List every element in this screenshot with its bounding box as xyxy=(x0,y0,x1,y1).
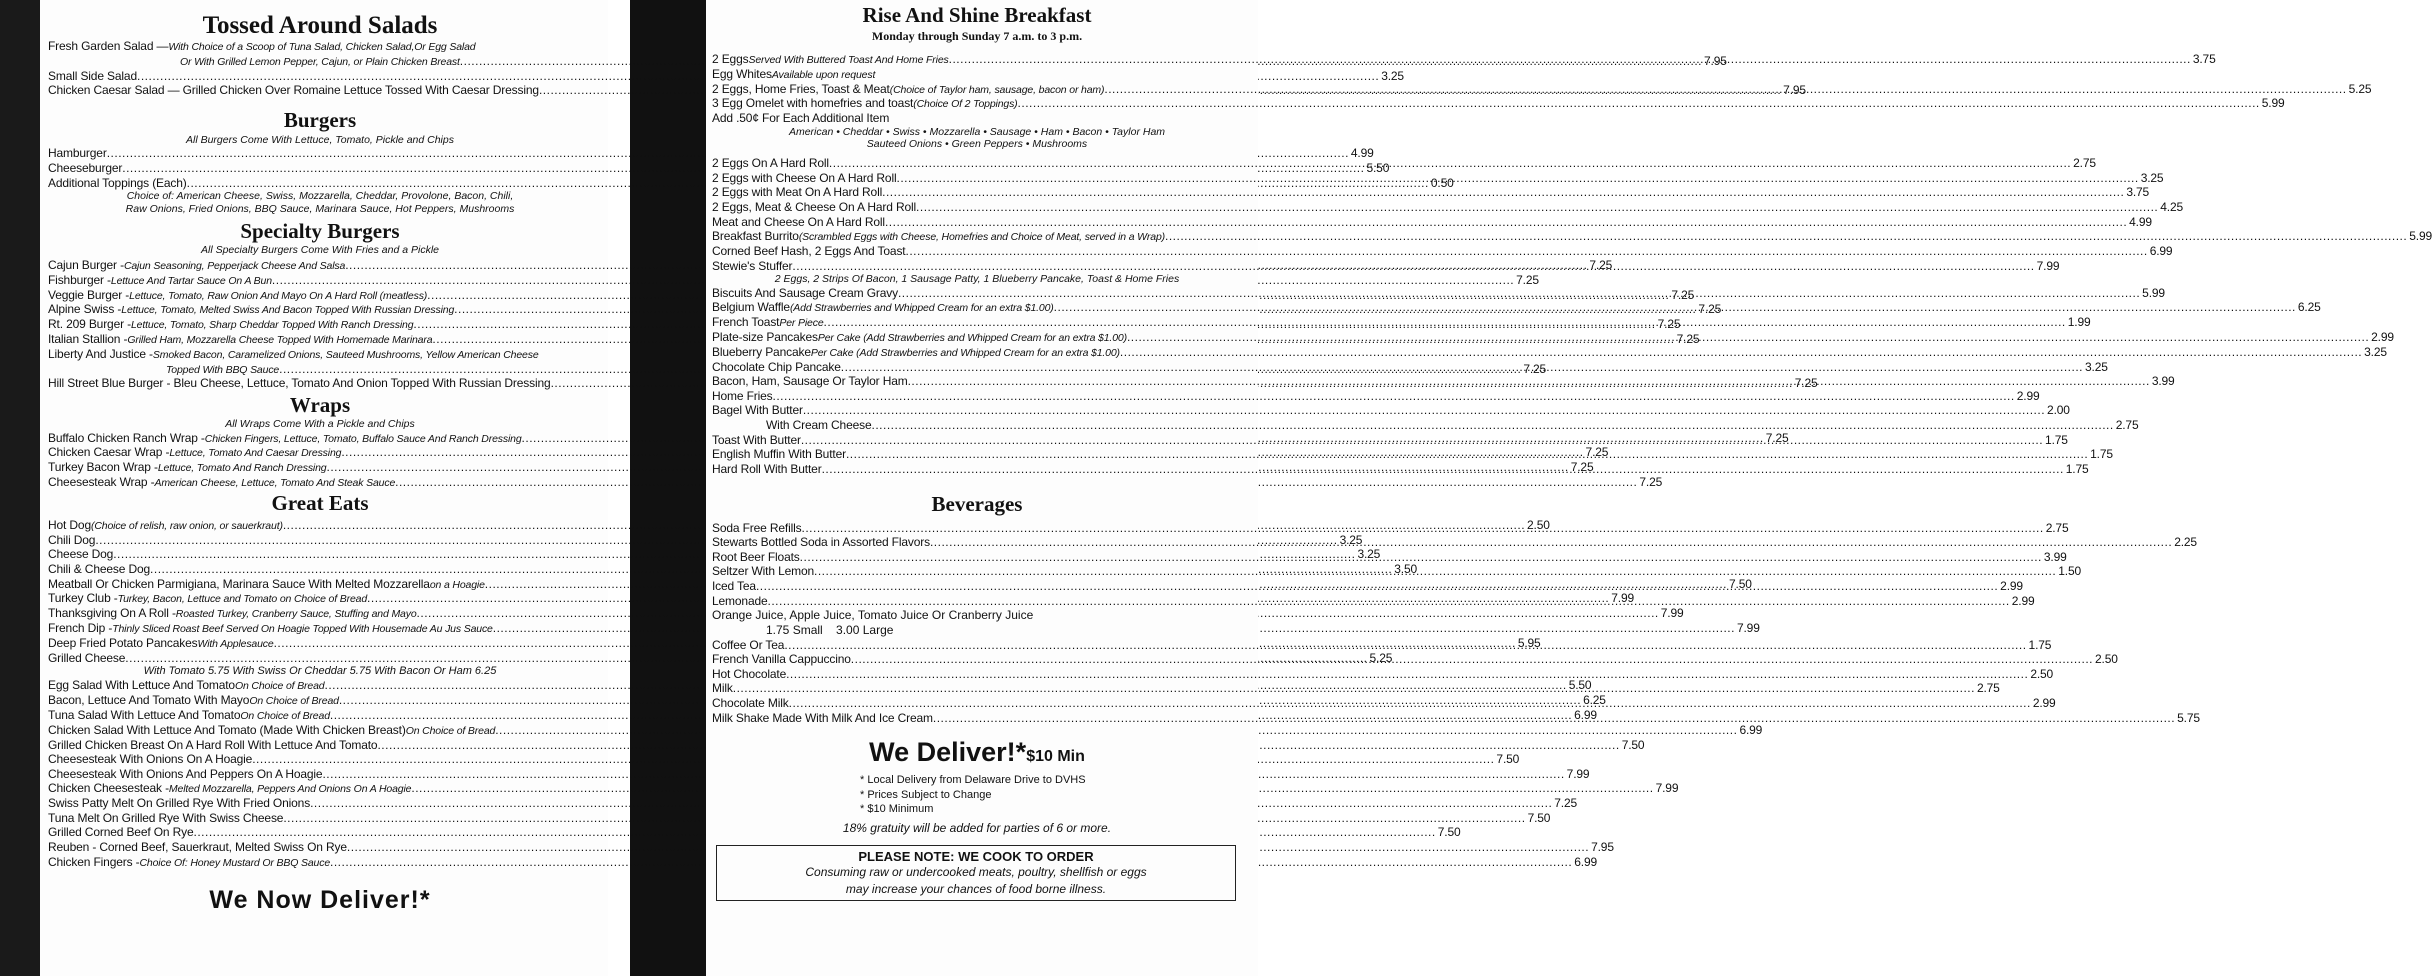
item-price: 5.95 xyxy=(1517,635,1541,650)
item-price: 5.99 xyxy=(2261,96,2285,111)
item-price: 7.99 xyxy=(1566,766,1590,781)
leader-dots xyxy=(908,374,2150,389)
leader-dots xyxy=(824,315,2066,330)
item-name: Belgium Waffle xyxy=(712,300,790,315)
item-description: Per Cake (Add Strawberries and Whipped Cream for an extra $1.00) xyxy=(810,346,1120,359)
section-title-great-eats: Great Eats xyxy=(271,490,369,515)
breakfast-hours: Monday through Sunday 7 a.m. to 3 p.m. xyxy=(871,29,1083,43)
leader-dots xyxy=(1104,82,2346,97)
item-name: Seltzer With Lemon xyxy=(712,564,815,579)
item-price: 7.25 xyxy=(1657,317,1681,332)
item-description: Roasted Turkey, Cranberry Sauce, Stuffing and Mayo xyxy=(175,608,417,621)
item-price: 2.75 xyxy=(1976,681,2000,696)
leader-dots xyxy=(905,244,2147,259)
item-price: 7.50 xyxy=(1621,737,1645,752)
item-price: 5.99 xyxy=(2409,229,2432,244)
leader-dots xyxy=(851,652,2093,667)
item-price: 7.25 xyxy=(1639,475,1663,490)
stuffer-description: 2 Eggs, 2 Strips Of Bacon, 1 Sausage Patty, 1 Blueberry Pancake, Toast & Home Fries xyxy=(774,273,1180,286)
item-description: Lettuce, Tomato And Ranch Dressing xyxy=(157,462,327,475)
item-name: Iced Tea xyxy=(712,579,756,594)
menu-item xyxy=(712,214,2152,230)
item-name: Root Beer Floats xyxy=(712,549,800,564)
item-price: 7.95 xyxy=(1783,83,1806,98)
item-description: (Choice of Taylor ham, sausage, bacon or ham) xyxy=(889,83,1105,96)
item-price: 2.25 xyxy=(2174,535,2197,550)
item-description: Thinly Sliced Roast Beef Served On Hoagie Topped With Housemade Au Jus Sauce xyxy=(112,622,493,635)
section-title-beverages: Beverages xyxy=(931,491,1023,516)
we-now-deliver: We Now Deliver!* xyxy=(209,885,431,914)
item-price: 6.25 xyxy=(1583,693,1606,708)
item-name: Chocolate Milk xyxy=(712,696,789,711)
leader-dots xyxy=(949,52,2191,67)
item-description: Lettuce, Tomato, Melted Swiss And Bacon Topped With Russian Dressing xyxy=(121,304,455,317)
item-name: Veggie Burger - xyxy=(48,287,130,302)
item-name: Bagel With Butter xyxy=(712,403,803,418)
item-price: 7.25 xyxy=(1671,287,1695,302)
leader-dots xyxy=(841,360,2083,375)
item-name: 3 Egg Omelet with homefries and toast xyxy=(712,96,914,111)
item-price: 4.25 xyxy=(2160,199,2184,214)
item-name: Hot Dog xyxy=(48,517,91,532)
leader-dots xyxy=(800,550,2042,565)
item-price: 3.75 xyxy=(2192,52,2216,66)
item-name: Meatball Or Chicken Parmigiana, Marinara Sauce With Melted Mozzarella xyxy=(48,576,430,591)
item-name: French Vanilla Cappuccino xyxy=(712,652,851,667)
menu-item xyxy=(712,111,1242,126)
item-price: 3.25 xyxy=(1381,68,1404,83)
item-name: Stewie's Stuffer xyxy=(712,258,793,273)
item-price: 3.25 xyxy=(2140,170,2164,185)
leader-dots xyxy=(885,215,2127,230)
notice-line-2: may increase your chances of food borne illness. xyxy=(845,881,1107,896)
item-name: Turkey Bacon Wrap - xyxy=(48,460,158,475)
item-name: Egg Salad With Lettuce And Tomato xyxy=(48,678,235,693)
leader-dots xyxy=(789,696,2031,711)
item-price: 2.99 xyxy=(2000,579,2023,594)
item-description: (Choice of relish, raw onion, or sauerkraut) xyxy=(90,519,283,532)
leader-dots xyxy=(1120,345,2362,360)
specialty-note: All Specialty Burgers Come With Fries and a Pickle xyxy=(201,243,439,256)
notice-line-1: Consuming raw or undercooked meats, poultry, shellfish or eggs xyxy=(805,864,1147,879)
item-price: 1.75 xyxy=(2028,637,2052,652)
item-description: Available upon request xyxy=(771,68,876,81)
item-name: Deep Fried Potato Pancakes xyxy=(48,635,198,650)
item-name: Thanksgiving On A Roll - xyxy=(48,606,176,621)
menu-item xyxy=(48,840,1614,855)
item-price: 3.99 xyxy=(2151,374,2175,389)
item-price: 2.99 xyxy=(2016,388,2040,403)
item-description: Cajun Seasoning, Pepperjack Cheese And Salsa xyxy=(123,260,346,273)
item-price: 7.25 xyxy=(1698,302,1722,317)
item-description: (Scrambled Eggs with Cheese, Homefries and Choice of Meat, served in a Wrap) xyxy=(798,231,1166,244)
item-price: 1.75 xyxy=(2090,447,2113,462)
item-name: 2 Eggs xyxy=(712,52,749,66)
item-price: 3.99 xyxy=(2043,549,2067,564)
section-title-wraps: Wraps xyxy=(289,393,351,418)
item-price: 7.95 xyxy=(1591,840,1614,855)
burgers-note: All Burgers Come With Lettuce, Tomato, Pickle and Chips xyxy=(186,133,454,146)
leader-dots xyxy=(822,462,2064,477)
item-name: Biscuits And Sausage Cream Gravy xyxy=(712,285,898,300)
item-name: Cheesesteak With Onions On A Hoagie xyxy=(48,752,253,767)
omelet-options-2: Sauteed Onions • Green Peppers • Mushrooms xyxy=(866,138,1088,151)
leader-dots xyxy=(872,418,2114,433)
wraps-note: All Wraps Come With a Pickle and Chips xyxy=(225,418,415,431)
omelet-options-1: American • Cheddar • Swiss • Mozzarella • Sausage • Ham • Bacon • Taylor Ham xyxy=(788,125,1166,138)
item-name: Chicken Caesar Salad — Grilled Chicken Over Romaine Lettuce Tossed With Caesar Dressing xyxy=(48,83,539,98)
item-description: (Add Strawberries and Whipped Cream for an extra $1.00) xyxy=(789,302,1054,315)
item-description: On Choice of Bread xyxy=(405,724,496,737)
item-name: Fishburger - xyxy=(48,272,111,287)
item-price: 3.25 xyxy=(2085,359,2108,374)
menu-item xyxy=(712,403,2070,418)
leader-dots xyxy=(1018,96,2260,111)
item-name: Turkey Club - xyxy=(48,591,118,606)
delivery-bullets xyxy=(712,773,1242,817)
item-name: Bacon, Ham, Sausage Or Taylor Ham xyxy=(712,374,908,389)
item-name: Chili Dog xyxy=(48,532,96,547)
delivery-minimum: $10 Min xyxy=(1026,748,1085,766)
section-title-burgers: Burgers xyxy=(283,107,357,132)
item-name: Home Fries xyxy=(712,388,773,403)
item-price: 2.99 xyxy=(2032,696,2056,711)
leader-dots xyxy=(1165,229,2407,244)
item-price: 7.50 xyxy=(1496,752,1520,767)
item-name: Small Side Salad xyxy=(48,68,137,83)
item-name: Milk xyxy=(712,681,733,696)
item-price: 7.25 xyxy=(1585,445,1609,460)
menu-item xyxy=(712,199,2184,215)
item-name: Stewarts Bottled Soda in Assorted Flavors xyxy=(712,535,930,550)
item-price: 1.99 xyxy=(2067,315,2091,330)
item-price: 7.95 xyxy=(1704,53,1727,68)
menu-item xyxy=(712,388,2040,404)
menu-item xyxy=(712,418,2139,433)
menu-item xyxy=(712,243,2173,259)
item-name: Chicken Cheesesteak - xyxy=(48,781,169,796)
item-price: 7.50 xyxy=(1729,576,1752,591)
item-name: Coffee Or Tea xyxy=(712,637,785,652)
menu-item xyxy=(48,347,592,362)
menu-item xyxy=(712,666,2054,682)
item-price: 0.50 xyxy=(1430,175,1454,190)
item-description: Turkey, Bacon, Lettuce and Tomato on Choice of Bread xyxy=(117,593,368,606)
item-description: On Choice of Bread xyxy=(249,695,339,708)
item-description: On Choice of Bread xyxy=(240,709,330,722)
item-description: Grilled Ham, Mozzarella Cheese Topped With Homemade Marinara xyxy=(127,334,433,347)
item-price: 3.50 xyxy=(1394,561,1418,576)
item-name: Tuna Salad With Lettuce And Tomato xyxy=(48,707,241,722)
item-name: 2 Eggs On A Hard Roll xyxy=(712,156,829,170)
item-description: Per Piece xyxy=(779,317,824,330)
item-description: (Choice Of 2 Toppings) xyxy=(913,98,1018,111)
item-price: 2.50 xyxy=(1527,517,1550,532)
menu-item xyxy=(48,722,1763,738)
notice-title: PLEASE NOTE: WE COOK TO ORDER xyxy=(858,848,1094,864)
item-price: 7.25 xyxy=(1516,272,1539,287)
scan-edge-left xyxy=(0,0,40,976)
item-price: 5.99 xyxy=(2142,285,2165,300)
item-name: Add .50¢ For Each Additional Item xyxy=(712,111,890,126)
menu-item xyxy=(48,810,1551,826)
item-name: Bacon, Lettuce And Tomato With Mayo xyxy=(48,693,250,708)
item-name: Chicken Caesar Wrap - xyxy=(48,445,170,460)
item-name: Cheesesteak With Onions And Peppers On A Hoagie xyxy=(48,766,323,781)
leader-dots xyxy=(784,635,2026,653)
item-name: Blueberry Pancake xyxy=(712,344,811,359)
item-price: 7.25 xyxy=(1523,361,1547,376)
item-name: French Toast xyxy=(712,315,780,330)
leader-dots xyxy=(916,200,2158,215)
item-name: Reuben - Corned Beef, Sauerkraut, Melted Swiss On Rye xyxy=(48,840,347,855)
menu-item xyxy=(712,67,1242,82)
item-description: With Applesauce xyxy=(197,637,274,650)
item-description: Per Cake (Add Strawberries and Whipped Cream for an extra $1.00) xyxy=(817,331,1127,344)
item-name: Breakfast Burrito xyxy=(712,229,799,244)
leader-dots xyxy=(1127,330,2369,345)
item-price: 4.99 xyxy=(1350,146,1374,161)
item-price: 7.99 xyxy=(2036,258,2060,273)
we-deliver-headline: We Deliver!* xyxy=(869,737,1027,768)
item-name: Italian Stallion - xyxy=(48,332,128,347)
item-price: 3.25 xyxy=(1339,532,1363,547)
item-name: With Cream Cheese xyxy=(766,418,872,433)
toppings-line-2: Raw Onions, Fried Onions, BBQ Sauce, Marinara Sauce, Hot Peppers, Mushrooms xyxy=(125,202,515,215)
menu-item xyxy=(712,229,2432,244)
leader-dots xyxy=(846,447,2088,462)
item-price: 1.75 xyxy=(2045,432,2068,447)
leader-dots xyxy=(756,576,1998,594)
section-title-breakfast: Rise And Shine Breakfast xyxy=(862,3,1092,27)
menu-item xyxy=(48,475,1663,490)
item-price: 2.00 xyxy=(2047,403,2070,418)
item-description: Or With Grilled Lemon Pepper, Cajun, or Plain Chicken Breast xyxy=(180,55,460,68)
item-price: 3.25 xyxy=(2364,344,2387,359)
item-price: 2.99 xyxy=(2011,593,2035,608)
item-name: Toast With Butter xyxy=(712,432,801,447)
delivery-bullet: * Prices Subject to Change xyxy=(860,788,992,801)
item-price: 7.99 xyxy=(1611,591,1635,606)
leader-dots xyxy=(896,171,2138,186)
item-description: Served With Buttered Toast And Home Fries xyxy=(748,54,949,66)
item-price: 2.75 xyxy=(2115,418,2139,433)
item-description: Choice Of: Honey Mustard Or BBQ Sauce xyxy=(139,856,331,869)
item-price: 6.99 xyxy=(2149,243,2173,258)
toppings-line-1: Choice of: American Cheese, Swiss, Mozzarella, Cheddar, Provolone, Bacon, Chili, xyxy=(126,190,514,203)
item-price: 7.25 xyxy=(1676,332,1700,347)
item-description: Lettuce, Tomato And Caesar Dressing xyxy=(169,447,342,460)
menu-item xyxy=(48,146,1374,161)
item-name: Milk Shake Made With Milk And Ice Cream xyxy=(712,710,933,725)
item-name: Chicken Fingers - xyxy=(48,854,140,869)
juice-line: Orange Juice, Apple Juice, Tomato Juice Or Cranberry Juice xyxy=(712,608,1034,623)
item-description: Smoked Bacon, Caramelized Onions, Sauteed Mushrooms, Yellow American Cheese xyxy=(152,348,539,361)
item-name: 2 Eggs, Meat & Cheese On A Hard Roll xyxy=(712,199,917,214)
item-name: Cajun Burger - xyxy=(48,258,124,273)
juice-sizes: 1.75 Small 3.00 Large xyxy=(766,622,894,637)
delivery-bullet: * Local Delivery from Delaware Drive to DVHS xyxy=(860,774,1086,787)
item-price: 7.50 xyxy=(1437,825,1461,840)
item-name: Additional Toppings (Each) xyxy=(48,175,187,190)
item-name: Cheese Dog xyxy=(48,547,114,562)
leader-dots xyxy=(773,389,2015,404)
item-price: 7.99 xyxy=(1655,781,1679,796)
item-description: With Choice of a Scoop of Tuna Salad, Chicken Salad,Or Egg Salad xyxy=(168,41,476,53)
item-description: Chicken Fingers, Lettuce, Tomato, Buffalo Sauce And Ranch Dressing xyxy=(204,432,522,445)
item-name: 2 Eggs with Cheese On A Hard Roll xyxy=(712,170,897,185)
leader-dots xyxy=(768,594,2010,609)
item-name: Cheesesteak Wrap - xyxy=(48,475,155,490)
leader-dots xyxy=(792,259,2034,274)
item-price: 7.25 xyxy=(1589,258,1613,273)
item-price: 5.25 xyxy=(1369,650,1393,665)
item-name: Grilled Corned Beef On Rye xyxy=(48,825,194,840)
item-name: Hamburger xyxy=(48,146,107,161)
menu-item xyxy=(712,344,2387,360)
leader-dots xyxy=(933,711,2175,726)
item-description: Lettuce, Tomato, Sharp Cheddar Topped With Ranch Dressing xyxy=(130,319,414,332)
item-name: Buffalo Chicken Ranch Wrap - xyxy=(48,430,205,445)
menu-item xyxy=(48,39,592,54)
item-description: American Cheese, Lettuce, Tomato And Steak Sauce xyxy=(154,477,396,490)
item-price: 6.99 xyxy=(1574,707,1597,722)
item-description: Topped With BBQ Sauce xyxy=(166,363,280,376)
item-name: 2 Eggs with Meat On A Hard Roll xyxy=(712,185,883,200)
leader-dots xyxy=(814,561,2056,579)
item-name: Hill Street Blue Burger - Bleu Cheese, Lettuce, Tomato And Onion Topped With Russian Dressing xyxy=(48,376,551,391)
we-deliver-banner xyxy=(712,737,1242,768)
item-price: 3.75 xyxy=(2126,185,2150,200)
item-name: Rt. 209 Burger - xyxy=(48,317,131,332)
item-name: Grilled Chicken Breast On A Hard Roll With Lettuce And Tomato xyxy=(48,737,378,752)
item-price: 6.25 xyxy=(2297,300,2321,315)
item-name: Alpine Swiss - xyxy=(48,302,122,317)
leader-dots xyxy=(802,521,2044,536)
item-name: Corned Beef Hash, 2 Eggs And Toast xyxy=(712,243,906,258)
item-price: 6.99 xyxy=(1574,854,1597,869)
item-description: on a Hoagie xyxy=(429,578,485,591)
leader-dots xyxy=(829,156,2071,171)
item-price: 2.75 xyxy=(2073,156,2096,170)
leader-dots xyxy=(733,681,1975,696)
leader-dots xyxy=(786,667,2028,682)
item-name: Chocolate Chip Pancake xyxy=(712,359,841,374)
item-name: Chicken Salad With Lettuce And Tomato (Made With Chicken Breast) xyxy=(48,722,406,737)
item-name: Lemonade xyxy=(712,593,768,608)
item-name: Hot Chocolate xyxy=(712,666,787,681)
item-price: 7.25 xyxy=(1554,796,1578,811)
item-description: On Choice of Bread xyxy=(234,680,325,693)
item-price: 7.99 xyxy=(1660,606,1684,621)
item-price: 3.25 xyxy=(1357,547,1381,562)
gratuity-note: 18% gratuity will be added for parties of 6 or more. xyxy=(842,820,1112,835)
item-name: Tuna Melt On Grilled Rye With Swiss Cheese xyxy=(48,810,284,825)
item-price: 7.25 xyxy=(1765,430,1789,445)
item-name: Soda Free Refills xyxy=(712,520,802,535)
item-name: Egg Whites xyxy=(712,66,772,81)
cook-to-order-notice xyxy=(716,845,1236,902)
item-price: 5.25 xyxy=(2348,81,2372,96)
delivery-bullet: * $10 Minimum xyxy=(860,803,934,816)
item-price: 2.50 xyxy=(2095,652,2118,667)
item-name: French Dip - xyxy=(48,620,113,635)
item-name: Chili & Cheese Dog xyxy=(48,561,151,576)
item-name: English Muffin With Butter xyxy=(712,447,846,462)
item-name: Hard Roll With Butter xyxy=(712,461,822,476)
leader-dots xyxy=(882,185,2124,200)
leader-dots xyxy=(1054,300,2296,315)
item-price: 7.50 xyxy=(1527,810,1551,825)
grilled-cheese-options: With Tomato 5.75 With Swiss Or Cheddar 5.75 With Bacon Or Ham 6.25 xyxy=(143,665,497,678)
item-name: Liberty And Justice - xyxy=(48,346,153,361)
item-name: Plate-size Pancakes xyxy=(712,329,818,344)
item-price: 4.99 xyxy=(2129,214,2152,229)
item-price: 7.99 xyxy=(1736,620,1760,635)
item-price: 2.99 xyxy=(2371,329,2394,344)
leader-dots xyxy=(801,430,2043,448)
item-price: 6.99 xyxy=(1739,722,1763,737)
item-name: Grilled Cheese xyxy=(48,650,126,665)
item-price: 2.50 xyxy=(2030,666,2054,681)
menu-item xyxy=(712,96,2285,111)
item-price: 1.75 xyxy=(2065,461,2089,476)
item-description: Lettuce And Tartar Sauce On A Bun xyxy=(110,274,272,287)
section-title-specialty: Specialty Burgers xyxy=(240,218,400,243)
item-name: Swiss Patty Melt On Grilled Rye With Fried Onions xyxy=(48,796,311,811)
item-price: 5.50 xyxy=(1568,678,1592,693)
item-price: 5.75 xyxy=(2177,710,2200,725)
item-description: Lettuce, Tomato, Raw Onion And Mayo On A Hard Roll (meatless) xyxy=(129,289,428,302)
leader-dots xyxy=(803,403,2045,418)
item-name: 2 Eggs, Home Fries, Toast & Meat xyxy=(712,81,890,96)
leader-dots xyxy=(898,286,2140,301)
item-price: 2.75 xyxy=(2045,520,2069,535)
item-description: Melted Mozzarella, Peppers And Onions On A Hoagie xyxy=(168,783,412,796)
item-price: 5.50 xyxy=(1366,161,1390,176)
item-name: Cheeseburger xyxy=(48,161,123,176)
item-price: 7.25 xyxy=(1794,376,1818,391)
menu-item xyxy=(712,185,2150,200)
section-title-salads: Tossed Around Salads xyxy=(202,12,438,39)
item-name: Fresh Garden Salad — xyxy=(48,39,169,53)
item-price: 7.25 xyxy=(1570,460,1594,475)
item-price: 1.50 xyxy=(2058,564,2081,579)
leader-dots xyxy=(930,532,2172,550)
item-name: Meat and Cheese On A Hard Roll xyxy=(712,214,885,229)
